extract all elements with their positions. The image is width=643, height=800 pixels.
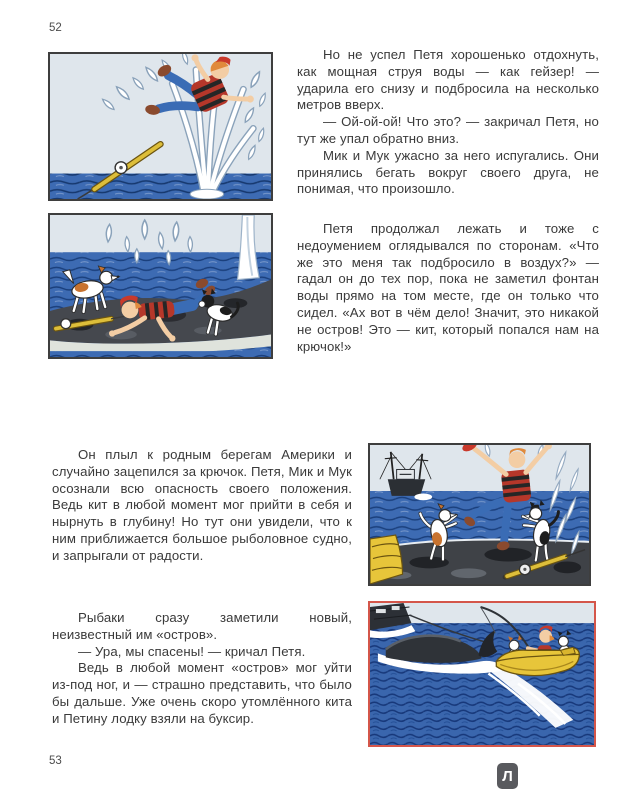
- page-number-bottom: 53: [49, 755, 62, 767]
- illustration-3-svg: [370, 445, 589, 584]
- paragraph: Но не успел Петя хорошенько отдохнуть, как мощная струя воды — как гейзер! — ударила его снизу и подбросила на несколько метров вверх.: [297, 47, 599, 113]
- labirint-logo-letter: Л: [502, 767, 513, 785]
- paragraph: Мик и Мук ужасно за него испугались. Они принялись бегать вокруг своего друга, не понимая, что произошло.: [297, 147, 599, 197]
- illustration-4-svg: [370, 603, 594, 745]
- paragraph: Он плыл к родным берегам Америки и случайно зацепился за крючок. Петя, Мик и Мук осознали всю опасность своего положения. Ведь кит в любой момент мог прийти в себя и нырнуть в глубину! Но тут они увидели, что к ним приближается большое рыболовное судно, и запрыгали от радости.: [52, 447, 352, 563]
- illustration-whale-towed: [368, 601, 596, 747]
- paragraph: Петя продолжал лежать и тоже с недоумением оглядывался по сторонам. «Что же это меня так подбросило в воздух?» — гадал он до тех пор, пока не заметил фонтан воды прямо на том месте, где он только что сидел. «Ах вот в чём дело! Значит, это никакой не остров! Это — кит, который попался нам на крючок!»: [297, 221, 599, 354]
- illustration-boy-on-whale: [48, 213, 273, 359]
- paragraph: — Ура, мы спасены! — кричал Петя.: [78, 643, 306, 659]
- text-block-1: [297, 47, 599, 198]
- illustration-jumping-for-joy: [368, 443, 591, 586]
- labirint-logo: [497, 763, 518, 789]
- text-block-3: [52, 447, 352, 565]
- paragraph: — Ой-ой-ой! Что это? — закричал Петя, но тут же упал обратно вниз.: [297, 114, 599, 146]
- paragraph: Ведь в любой момент «остров» мог уйти из-под ног, и — страшно представить, что было бы дальше. Уже очень скоро утомлённого кита и Петину лодку взяли на буксир.: [52, 660, 352, 726]
- text-block-4: [52, 610, 352, 728]
- illustration-geyser-throws-boy: [48, 52, 273, 201]
- illustration-2-svg: [50, 215, 271, 357]
- page-number-top: 52: [49, 22, 62, 34]
- illustration-1-svg: [50, 54, 271, 199]
- text-block-2: [297, 221, 599, 355]
- paragraph: Рыбаки сразу заметили новый, неизвестный им «остров».: [52, 610, 352, 642]
